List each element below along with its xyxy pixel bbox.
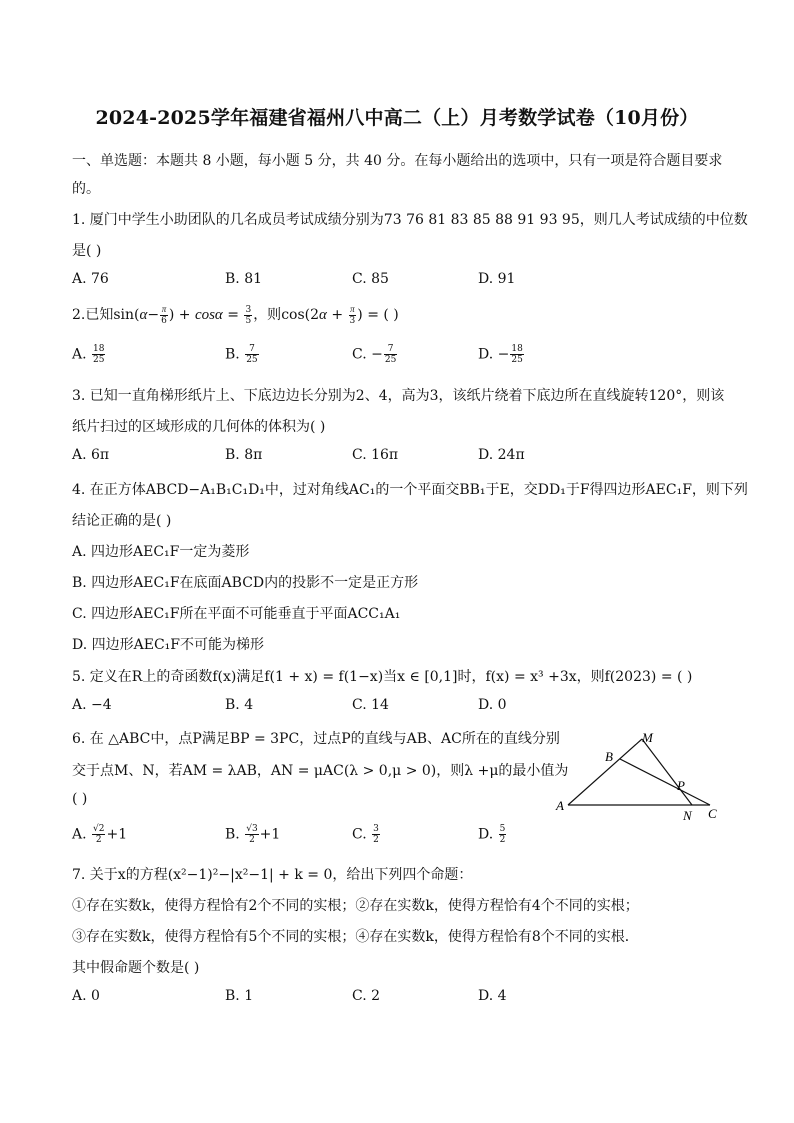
label-b: B	[605, 749, 613, 764]
question-5-stem: 5. 定义在R上的奇函数f(x)满足f(1 + x) = f(1−x)当x ∈ [0,1]时，f(x) = x³ +3x，则f(2023) = ( )	[72, 669, 693, 685]
question-4-stem-cont: 结论正确的是( )	[72, 513, 172, 529]
q4-option-a: A. 四边形AEC₁F一定为菱形	[72, 544, 250, 560]
q6-option-d: D. $\frac{5}{2}$	[478, 824, 506, 845]
section-instructions: 一、单选题：本题共 8 小题，每小题 5 分，共 40 分。在每小题给出的选项中，只有一项是符合题目要求	[72, 153, 723, 169]
q7-option-b: B. 1	[225, 988, 254, 1004]
q6-option-a: A. $\frac{√2}{2}$ +1	[72, 824, 128, 845]
question-6-stem: 6. 在 △ABC中，点P满足BP = 3PC，过点P的直线与AB、AC所在的直线分别	[72, 731, 560, 747]
question-3-stem-cont: 纸片扫过的区域形成的几何体的体积为( )	[72, 419, 326, 435]
q7-option-d: D. 4	[478, 988, 507, 1004]
q2-tail: = ( )	[367, 307, 399, 323]
q2-option-b: B. $\frac{7}{25}$	[225, 344, 258, 365]
q3-option-a: A. 6π	[72, 447, 110, 463]
question-1-stem: 1. 厦门中学生小助团队的几名成员考试成绩分别为73 76 81 83 85 88 91 93 95，则几人考试成绩的中位数	[72, 212, 748, 228]
question-2-stem	[72, 304, 399, 326]
q1-option-a: A. 76	[72, 271, 109, 287]
q3-option-b: B. 8π	[225, 447, 263, 463]
q2-number: 2.	[72, 307, 86, 323]
question-3-stem: 3. 已知一直角梯形纸片上、下底边边长分别为2、4，高为3，该纸片绕着下底边所在直线旋转120°，则该	[72, 388, 725, 404]
section-instructions-cont: 的。	[72, 181, 100, 197]
q5-option-d: D. 0	[478, 697, 507, 713]
label-p: P	[677, 778, 685, 793]
question-7-statements-2: ③存在实数k，使得方程恰有5个不同的实根；④存在实数k，使得方程恰有8个不同的实根．	[72, 929, 639, 945]
label-m: M	[642, 730, 653, 745]
question-7-statements-1: ①存在实数k，使得方程恰有2个不同的实根；②存在实数k，使得方程恰有4个不同的实根；	[72, 898, 639, 914]
segment-mn	[642, 739, 692, 805]
q2-formula-target: cos(2α + $\frac{\pi}{3}$ )	[281, 304, 368, 326]
q5-option-c: C. 14	[352, 697, 389, 713]
q3-option-c: C. 16π	[352, 447, 399, 463]
q2-option-d: D. − $\frac{18}{25}$	[478, 344, 523, 365]
label-a: A	[556, 798, 564, 813]
label-n: N	[683, 808, 692, 823]
q7-option-c: C. 2	[352, 988, 381, 1004]
page-title: 2024-2025学年福建省福州八中高二（上）月考数学试卷（10月份）	[95, 107, 699, 129]
q6-option-c: C. $\frac{3}{2}$	[352, 824, 379, 845]
q5-option-a: A. −4	[72, 697, 112, 713]
q3-option-d: D. 24π	[478, 447, 525, 463]
q1-option-c: C. 85	[352, 271, 389, 287]
question-4-stem: 4. 在正方体ABCD−A₁B₁C₁D₁中，过对角线AC₁的一个平面交BB₁于E，交DD₁于F得四边形AEC₁F，则下列	[72, 482, 748, 498]
triangle-figure	[548, 726, 728, 826]
segment-bc	[620, 759, 710, 805]
q4-option-d: D. 四边形AEC₁F不可能为梯形	[72, 637, 264, 653]
q2-formula-given: sin(α− $\frac{\pi}{6}$ ) + cosα = $\frac{3}{5}$	[113, 304, 252, 326]
q7-option-a: A. 0	[72, 988, 100, 1004]
q2-text-a: 已知	[85, 307, 114, 323]
question-1-stem-cont: 是( )	[72, 243, 102, 259]
question-7-stem: 7. 关于x的方程(x²−1)²−|x²−1| + k = 0，给出下列四个命题：	[72, 867, 473, 883]
q1-option-b: B. 81	[225, 271, 263, 287]
question-6-stem-cont: 交于点M、N，若AM = λAB，AN = μAC(λ > 0,μ > 0)，则λ +μ的最小值为	[72, 763, 569, 779]
question-7-prompt: 其中假命题个数是( )	[72, 960, 200, 976]
q6-option-b: B. $\frac{√3}{2}$ +1	[225, 824, 281, 845]
q4-option-b: B. 四边形AEC₁F在底面ABCD内的投影不一定是正方形	[72, 575, 419, 591]
question-6-stem-end: ( )	[72, 791, 88, 807]
q2-option-a: A. $\frac{18}{25}$	[72, 344, 105, 365]
q4-option-c: C. 四边形AEC₁F所在平面不可能垂直于平面ACC₁A₁	[72, 606, 401, 622]
q2-option-c: C. − $\frac{7}{25}$	[352, 344, 397, 365]
q2-text-b: ，则	[253, 307, 282, 323]
q1-option-d: D. 91	[478, 271, 516, 287]
q5-option-b: B. 4	[225, 697, 254, 713]
label-c: C	[708, 806, 717, 821]
